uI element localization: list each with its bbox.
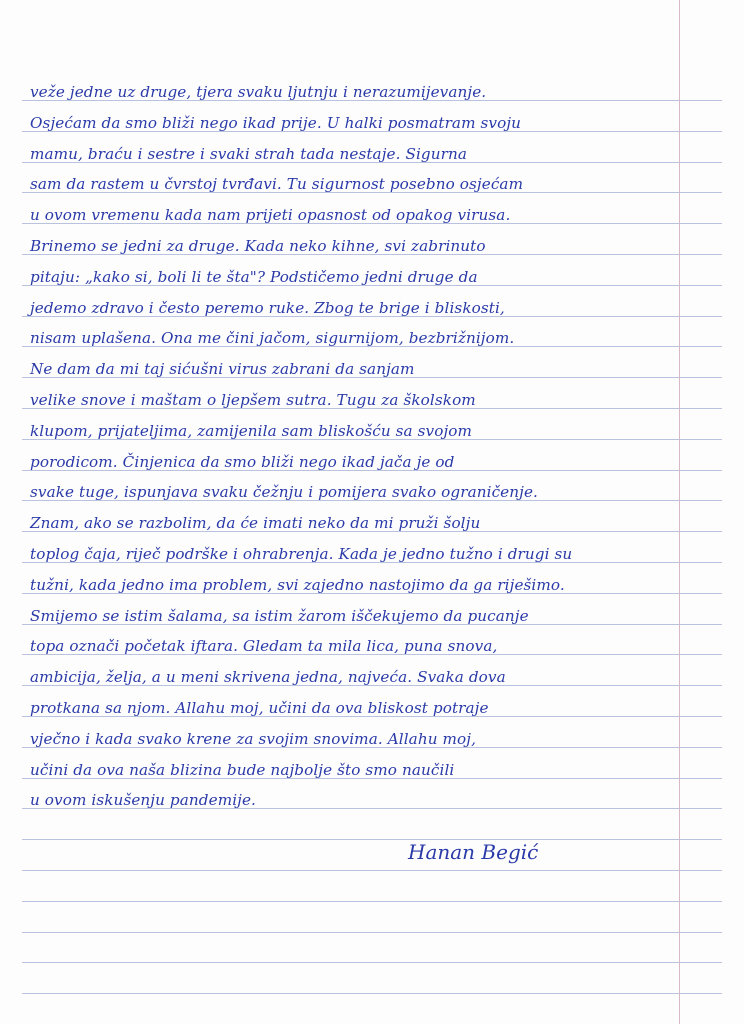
ruled-line: [22, 962, 722, 963]
letter-line: ambicija, želja, a u meni skrivena jedna, najveća. Svaka dova: [30, 668, 506, 687]
letter-line: Osjećam da smo bliži nego ikad prije. U halki posmatram svoju: [30, 113, 522, 132]
letter-line: učini da ova naša blizina bude najbolje što smo naučili: [30, 760, 455, 779]
ruled-line: [22, 901, 722, 902]
letter-line: toplog čaja, riječ podrške i ohrabrenja. Kada je jedno tužno i drugi su: [30, 545, 573, 563]
letter-line: topa označi početak iftara. Gledam ta mila lica, puna snova,: [30, 637, 498, 656]
letter-line: u ovom vremenu kada nam prijeti opasnost od opakog virusa.: [30, 206, 511, 225]
letter-line: tužni, kada jedno ima problem, svi zajedno nastojimo da ga riješimo.: [30, 575, 565, 594]
letter-line: Znam, ako se razbolim, da će imati neko da mi pruži šolju: [30, 514, 481, 533]
letter-line: sam da rastem u čvrstoj tvrđavi. Tu sigurnost posebno osjećam: [30, 175, 524, 194]
letter-line: protkana sa njom. Allahu moj, učini da ova bliskost potraje: [30, 699, 489, 717]
letter-line: mamu, braću i sestre i svaki strah tada nestaje. Sigurna: [30, 144, 468, 163]
letter-line: veže jedne uz druge, tjera svaku ljutnju i nerazumijevanje.: [30, 83, 487, 101]
letter-line: Brinemo se jedni za druge. Kada neko kihne, svi zabrinuto: [30, 237, 486, 255]
ruled-line: [22, 870, 722, 871]
letter-line: u ovom iskušenju pandemije.: [30, 791, 256, 810]
letter-line: porodicom. Činjenica da smo bliži nego ikad jača je od: [30, 452, 455, 471]
signature: Hanan Begić: [408, 840, 539, 864]
letter-line: Smijemo se istim šalama, sa istim žarom iščekujemo da pucanje: [30, 606, 529, 625]
letter-line: vječno i kada svako krene za svojim snovima. Allahu moj,: [30, 729, 477, 748]
letter-line: velike snove i maštam o ljepšem sutra. Tugu za školskom: [30, 391, 476, 409]
margin-line: [679, 0, 680, 1024]
ruled-line: [22, 932, 722, 933]
letter-line: jedemo zdravo i često peremo ruke. Zbog te brige i bliskosti,: [30, 298, 505, 317]
letter-line: svake tuge, ispunjava svaku čežnju i pomijera svako ograničenje.: [30, 483, 538, 502]
letter-line: Ne dam da mi taj sićušni virus zabrani da sanjam: [30, 360, 415, 379]
letter-line: pitaju: „kako si, boli li te šta"? Podstičemo jedni druge da: [30, 267, 478, 286]
ruled-line: [22, 993, 722, 994]
ruled-line: [22, 839, 722, 840]
letter-line: klupom, prijateljima, zamijenila sam bliskošću sa svojom: [30, 421, 472, 440]
letter-line: nisam uplašena. Ona me čini jačom, sigurnijom, bezbrižnijom.: [30, 329, 515, 348]
